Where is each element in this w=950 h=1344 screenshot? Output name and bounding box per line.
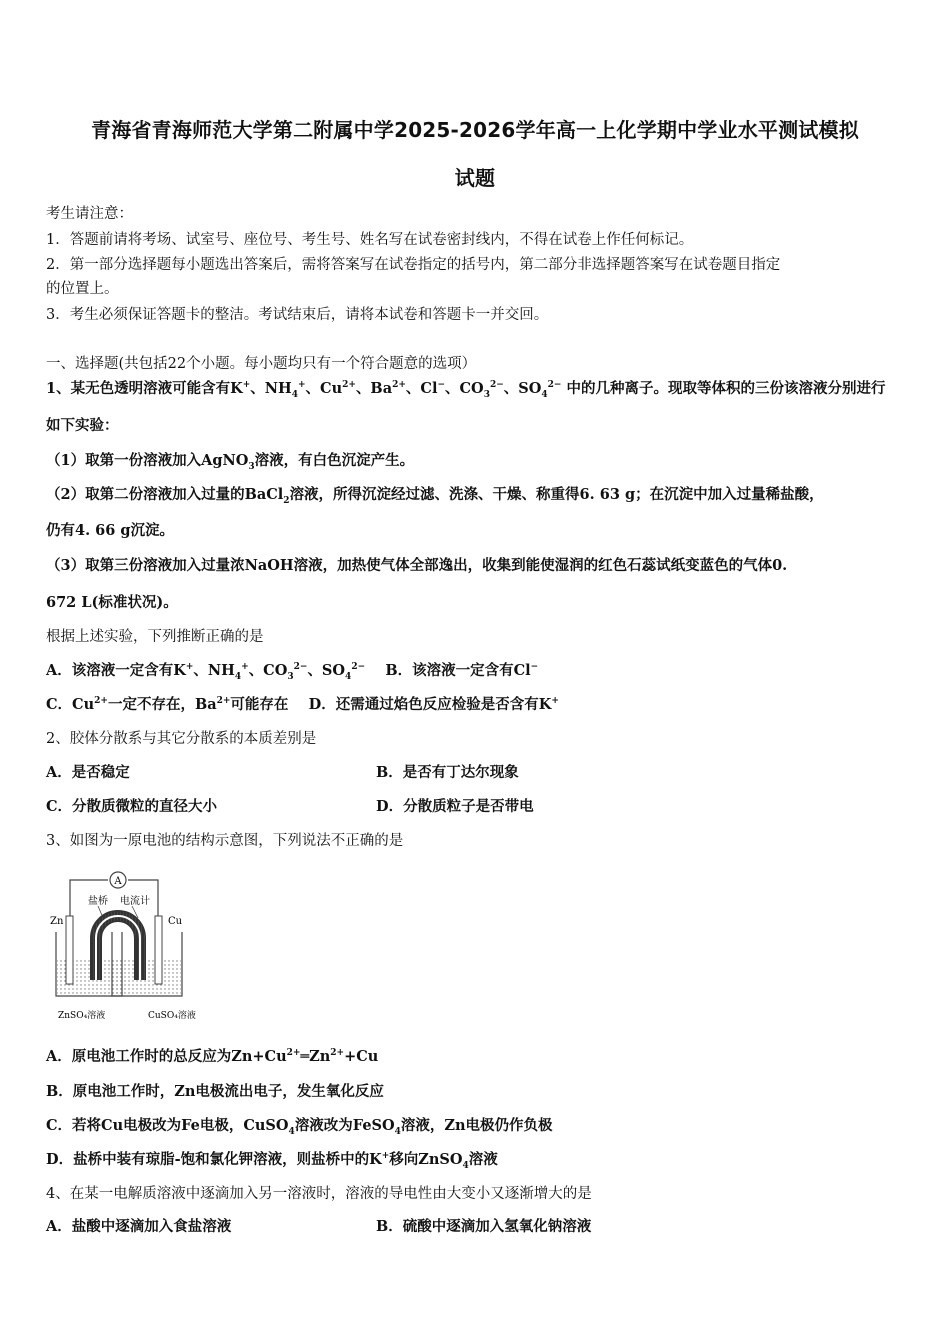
q1-options-cd [46, 693, 559, 714]
q2-option-c: C．分散质微粒的直径大小 [46, 798, 218, 815]
q1-option-a: A．该溶液一定含有K+、$NH_4^+$、$CO_3^{2-}$、$SO_4^{2-}$ [46, 662, 366, 682]
q1-intro: 1、某无色透明溶液可能含有K+、$NH_4^+$、$Cu^{2+}$、$Ba^{2+}$、Cl−、$CO_3^{2-}$、$SO_4^{2-}$ 中的几种离子。现取等体积的三份该溶液分别进行 [46, 380, 886, 400]
q4-option-a: A．盐酸中逐滴加入食盐溶液 [46, 1218, 232, 1235]
page-title-continued: 试题 [454, 166, 496, 190]
cu-electrode [155, 916, 162, 984]
q1-experiment-3: （3）取第三份溶液加入过量浓NaOH溶液，加热使气体全部逸出，收集到能使湿润的红色石蕊试纸变蓝色的气体0. [46, 557, 788, 574]
q1-experiment-3-cont: 672 L(标准状况)。 [46, 594, 178, 611]
q1-options-ab [46, 659, 538, 680]
right-solution-label: CuSO₄溶液 [148, 1011, 196, 1021]
notice-item: 1．答题前请将考场、试室号、座位号、考生号、姓名写在试卷密封线内，不得在试卷上作任何标记。 [46, 232, 694, 248]
notice-heading: 考生请注意： [46, 206, 133, 222]
q1-experiment-1: （1）取第一份溶液加入AgNO$_3$溶液，有白色沉淀产生。 [46, 452, 415, 472]
q2-option-d: D．分散质粒子是否带电 [376, 798, 534, 815]
q3-option-a: A．原电池工作时的总反应为$Zn+Cu^{2+}═Zn^{2+}+Cu$ [46, 1048, 379, 1065]
q2-option-b: B．是否有丁达尔现象 [376, 764, 519, 781]
galvanic-cell-diagram [48, 868, 218, 1028]
section-heading: 一、选择题(共包括22个小题。每小题均只有一个符合题意的选项） [46, 356, 477, 372]
salt-bridge-label: 盐桥 [88, 896, 108, 907]
notice-item: 的位置上。 [46, 281, 119, 297]
left-solution-label: ZnSO₄溶液 [58, 1011, 106, 1021]
cu-label: Cu [168, 916, 183, 927]
q1-intro-line2: 如下实验： [46, 417, 119, 434]
q1-experiment-2-cont: 仍有4. 66 g沉淀。 [46, 522, 175, 539]
page-title: 青海省青海师范大学第二附属中学2025-2026学年高一上化学期中学业水平测试模拟 [91, 118, 859, 142]
notice-item: 2．第一部分选择题每小题选出答案后，需将答案写在试卷指定的括号内，第二部分非选择题答案写在试卷题目指定 [46, 257, 781, 273]
q1-option-c: C．$Cu^{2+}$一定不存在，$Ba^{2+}$可能存在 [46, 696, 289, 713]
q1-option-b: B．该溶液一定含有Cl− [385, 662, 539, 679]
zn-label: Zn [50, 916, 64, 927]
q1-experiment-2: （2）取第二份溶液加入过量的BaCl$_2$溶液，所得沉淀经过滤、洗涤、干燥、称重得6. 63 g；在沉淀中加入过量稀盐酸， [46, 486, 824, 506]
q2-option-a: A．是否稳定 [46, 764, 130, 781]
ammeter-label: 电流计 [120, 896, 150, 907]
q3-option-d: D．盐桥中装有琼脂-饱和氯化钾溶液，则盐桥中的K+移向ZnSO$_4$溶液 [46, 1151, 498, 1171]
svg-text:A: A [114, 876, 122, 887]
q1-option-d: D．还需通过焰色反应检验是否含有K+ [308, 696, 559, 713]
q4-stem: 4、在某一电解质溶液中逐滴加入另一溶液时，溶液的导电性由大变小又逐渐增大的是 [46, 1186, 592, 1202]
notice-item: 3．考生必须保证答题卡的整洁。考试结束后，请将本试卷和答题卡一并交回。 [46, 307, 549, 323]
q3-stem: 3、如图为一原电池的结构示意图，下列说法不正确的是 [46, 833, 404, 849]
q3-option-c: C．若将Cu电极改为Fe电极，CuSO$_4$溶液改为FeSO$_4$溶液，Zn电极仍作负极 [46, 1117, 553, 1137]
zn-electrode [66, 916, 73, 984]
q1-stem: 根据上述实验，下列推断正确的是 [46, 629, 264, 645]
right-solution [113, 958, 181, 995]
q3-option-b: B．原电池工作时，Zn电极流出电子，发生氧化反应 [46, 1083, 384, 1100]
q4-option-b: B．硫酸中逐滴加入氢氧化钠溶液 [376, 1218, 592, 1235]
q2-stem: 2、胶体分散系与其它分散系的本质差别是 [46, 731, 317, 747]
